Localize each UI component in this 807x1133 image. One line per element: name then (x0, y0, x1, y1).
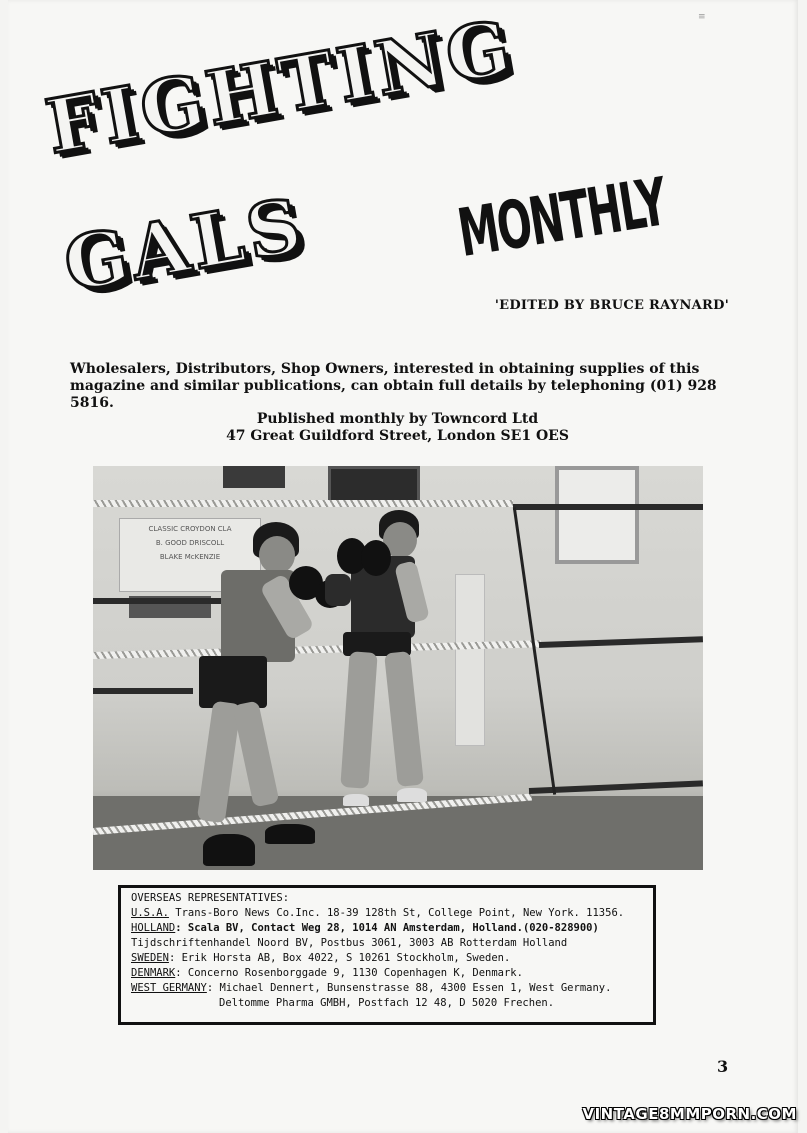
courage-pillar (455, 574, 485, 746)
country-label: SWEDEN (131, 952, 169, 964)
overseas-entry-sweden (131, 951, 653, 966)
publisher-address: 47 Great Guildford Street, London SE1 OES (226, 428, 569, 444)
boxing-glove (361, 540, 391, 576)
boxer-shoe (397, 788, 427, 802)
boxer-leg (340, 651, 377, 789)
ring-rope (539, 636, 703, 648)
boxing-photo (93, 466, 703, 870)
entry-text: Tijdschriftenhandel Noord BV, Postbus 3061, 3003 AB Rotterdam Holland (131, 937, 568, 949)
entry-text: : Michael Dennert, Bunsenstrasse 88, 4300 Essen 1, West Germany. (206, 982, 612, 994)
publisher-line-1: Published monthly by Towncord Ltd (256, 411, 539, 427)
overseas-entry-west-germany-2 (131, 996, 653, 1011)
entry-text: : Erik Horsta AB, Box 4022, S 10261 Stockholm, Sweden. (168, 952, 511, 964)
entry-text: : Concerno Rosenborggade 9, 1130 Copenhagen K, Denmark. (175, 967, 523, 979)
ring-rope (93, 688, 193, 694)
title-monthly: MONTHLY (452, 163, 671, 272)
boxer-head (259, 536, 295, 574)
title-fighting: FIGHTING (40, 4, 521, 171)
title-gals: GALS (58, 182, 312, 309)
boxer-shoe (265, 824, 315, 844)
gym-window (555, 466, 639, 564)
entry-text: Deltomme Pharma GMBH, Postfach 12 48, D 5020 Frechen. (219, 997, 555, 1009)
watermark: VINTAGE8MMPORN.COM (582, 1105, 797, 1123)
overseas-entry-west-germany (131, 981, 653, 996)
boxer-shoe (203, 834, 255, 866)
ring-rope (93, 500, 513, 507)
country-label: HOLLAND (131, 922, 176, 934)
editor-credit: 'EDITED BY BRUCE RAYNARD' (494, 298, 729, 313)
overseas-entry-holland-2 (131, 936, 653, 951)
boxer-leg (384, 651, 424, 787)
trade-notice: Wholesalers, Distributors, Shop Owners, interested in obtaining supplies of this magazine and similar publications, can obtain full details by telephoning (01) 928 5816. (70, 361, 717, 411)
overseas-representatives-box (118, 885, 656, 1025)
publisher-info (0, 411, 795, 445)
ring-rope (513, 504, 703, 510)
poster-line-2: B. GOOD DRISCOLL (155, 539, 225, 547)
corner-mark: ≡ (698, 12, 706, 22)
boxer-arm (325, 574, 351, 606)
overseas-heading: OVERSEAS REPRESENTATIVES: (131, 892, 290, 904)
poster-line-3: BLAKE McKENZIE (159, 553, 221, 561)
boxer-shoe (343, 794, 369, 806)
boxer-shorts (199, 656, 267, 708)
page-number: 3 (717, 1057, 729, 1076)
poster-line-1: CLASSIC CROYDON CLA (148, 525, 232, 533)
country-label: DENMARK (131, 967, 176, 979)
overseas-entry-usa (131, 906, 653, 921)
country-label: WEST GERMANY (131, 982, 207, 994)
country-label: U.S.A. (131, 907, 169, 919)
overseas-entry-holland (131, 921, 653, 936)
entry-text: : Scala BV, Contact Weg 28, 1014 AN Amsterdam, Holland.(020-828900) (175, 922, 599, 934)
overseas-entry-denmark (131, 966, 653, 981)
ring-corner-rope (513, 507, 556, 795)
wall-picture-frame (223, 466, 285, 488)
entry-text: Trans-Boro News Co.Inc. 18-39 128th St, College Point, New York. 11356. (168, 907, 625, 919)
boxer-leg (232, 700, 279, 807)
